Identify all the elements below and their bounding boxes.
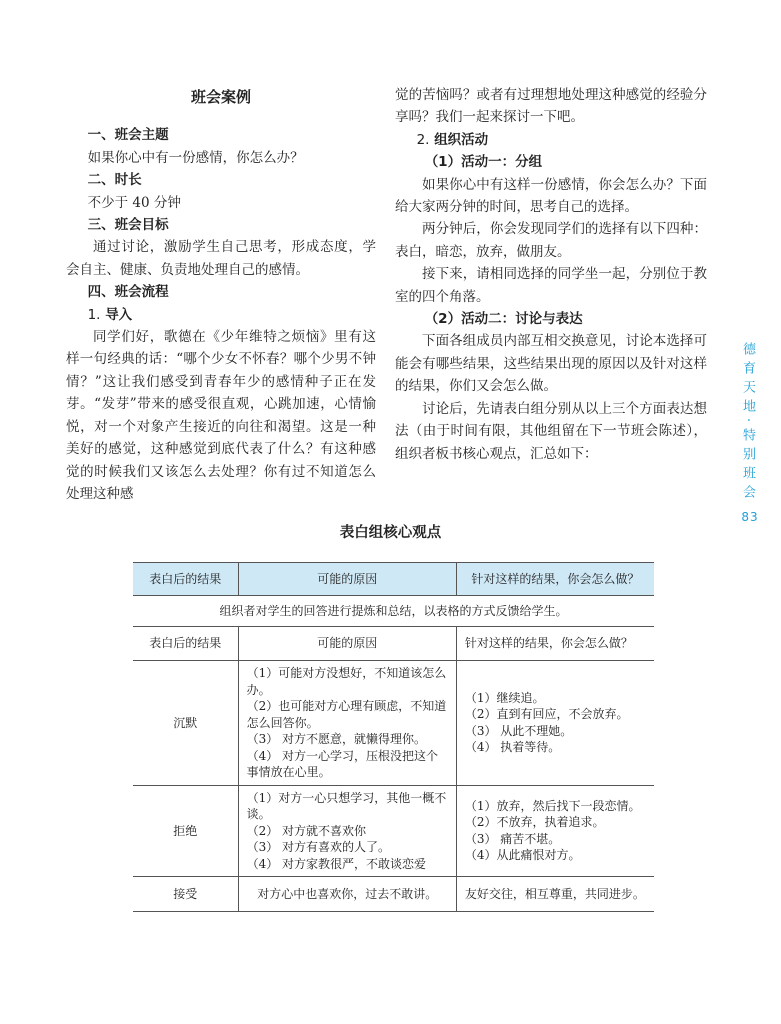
reason-line: （1）可能对方没想好，不知道该怎么办。 xyxy=(246,666,447,697)
actions-cell: 友好交往，相互尊重，共同进步。 xyxy=(456,877,654,912)
action-line: （1）放弃，然后找下一段恋情。 xyxy=(464,798,641,813)
reasons-cell xyxy=(238,661,456,786)
heading-duration: 二、时长 xyxy=(87,172,142,189)
step-number: 2. xyxy=(416,131,430,148)
activity-two-paragraph-1: 下面各组成员内部互相交换意见，讨论本选择可能会有哪些结果，这些结果出现的原因以及针对这样的结果，你们又会怎么做。 xyxy=(395,333,707,395)
activity-one-paragraph-2: 两分钟后，你会发现同学们的选择有以下四种：表白，暗恋，放弃，做朋友。 xyxy=(395,221,707,260)
heading-process: 四、班会流程 xyxy=(87,284,169,301)
section-sidebar xyxy=(738,342,762,524)
goal-text: 通过讨论，激励学生自己思考，形成态度，学会自主、健康、负责地处理自己的感情。 xyxy=(66,239,376,278)
heading-theme: 一、班会主题 xyxy=(87,127,169,144)
table-row xyxy=(133,661,654,786)
result-cell: 接受 xyxy=(133,877,238,912)
reason-line: （1）对方一心只想学习，其他一概不谈。 xyxy=(246,790,447,821)
action-line: （3） 从此不理她。 xyxy=(464,723,573,738)
left-column xyxy=(66,84,376,505)
table-note: 组织者对学生的回答进行提炼和总结，以表格的方式反馈给学生。 xyxy=(133,596,654,627)
column-header: 表白后的结果 xyxy=(133,627,238,661)
result-cell: 沉默 xyxy=(133,661,238,786)
reason-line: （3） 对方不愿意，就懒得理你。 xyxy=(246,732,427,746)
step-label: 导入 xyxy=(105,306,133,323)
page-number: 83 xyxy=(741,510,759,525)
action-line: （2）直到有回应，不会放弃。 xyxy=(464,707,629,722)
action-line: （3） 痛苦不堪。 xyxy=(464,831,561,846)
column-header: 针对这样的结果，你会怎么做？ xyxy=(456,563,654,596)
activity-one-paragraph-3: 接下来，请相同选择的同学坐一起，分别位于教室的四个角落。 xyxy=(395,266,707,305)
reasons-cell: 对方心中也喜欢你，过去不敢讲。 xyxy=(238,877,456,912)
action-line: （1）继续追。 xyxy=(464,690,545,705)
table-subheader-row xyxy=(133,627,654,661)
step-intro-heading xyxy=(66,304,376,326)
table-title: 表白组核心观点 xyxy=(339,525,442,541)
viewpoints-table xyxy=(133,562,654,912)
table-header-row xyxy=(133,563,654,596)
reason-line: （4） 对方一心学习，压根没把这个事情放在心里。 xyxy=(246,748,439,779)
activity-two-heading: （2）活动二：讨论与表达 xyxy=(424,311,583,328)
column-header: 可能的原因 xyxy=(238,563,456,596)
action-line: （2）不放弃，执着追求。 xyxy=(464,815,605,830)
step-number: 1. xyxy=(87,306,101,323)
step-label: 组织活动 xyxy=(434,131,489,148)
column-header: 可能的原因 xyxy=(238,627,456,661)
activity-one-heading: （1）活动一：分组 xyxy=(424,154,543,171)
activity-two-paragraph-2: 讨论后，先请表白组分别从以上三个方面表达想法（由于时间有限，其他组留在下一节班会陈述），组织者板书核心观点，汇总如下： xyxy=(395,400,707,462)
right-column xyxy=(395,84,707,465)
actions-cell xyxy=(456,661,654,786)
reason-line: （3） 对方有喜欢的人了。 xyxy=(246,840,391,854)
table-row xyxy=(133,877,654,912)
reason-line: （2）也可能对方心理有顾虑，不知道怎么回答你。 xyxy=(246,699,447,730)
action-line: （4） 执着等待。 xyxy=(464,740,561,755)
actions-cell xyxy=(456,785,654,877)
result-cell: 拒绝 xyxy=(133,785,238,877)
intro-paragraph: 同学们好，歌德在《少年维特之烦恼》里有这样一句经典的话：“哪个少女不怀春？哪个少男不钟情？”这让我们感受到青春年少的感情种子正在发芽。“发芽”带来的感受很直观，心跳加速，心情愉悦，对一个对象产生接近的向往和渴望。这是一种美好的感觉，这种感觉到底代表了什么？有这种感觉的时候我们又该怎么去处理？你有过不知道怎么处理这种感 xyxy=(66,329,376,502)
table-row xyxy=(133,785,654,877)
theme-text: 如果你心中有一份感情，你怎么办？ xyxy=(87,149,304,166)
table-note-row xyxy=(133,596,654,627)
continued-paragraph: 觉的苦恼吗？或者有过理想地处理这种感觉的经验分享吗？我们一起来探讨一下吧。 xyxy=(395,87,707,126)
section-label: 德育天地·特别班会 xyxy=(740,342,755,505)
step-activity-heading xyxy=(395,129,707,151)
reason-line: （4） 对方家教很严，不敢谈恋爱 xyxy=(246,856,427,871)
page-title: 班会案例 xyxy=(190,88,251,106)
column-header: 表白后的结果 xyxy=(133,563,238,596)
column-header: 针对这样的结果，你会怎么做？ xyxy=(456,627,654,661)
heading-goal: 三、班会目标 xyxy=(87,217,169,234)
reasons-cell xyxy=(238,785,456,877)
duration-text: 不少于 40 分钟 xyxy=(87,194,181,211)
reason-line: （2） 对方就不喜欢你 xyxy=(246,823,367,838)
activity-one-paragraph-1: 如果你心中有这样一份感情，你会怎么办？下面给大家两分钟的时间，思考自己的选择。 xyxy=(395,176,707,216)
action-line: （4）从此痛恨对方。 xyxy=(464,848,581,863)
